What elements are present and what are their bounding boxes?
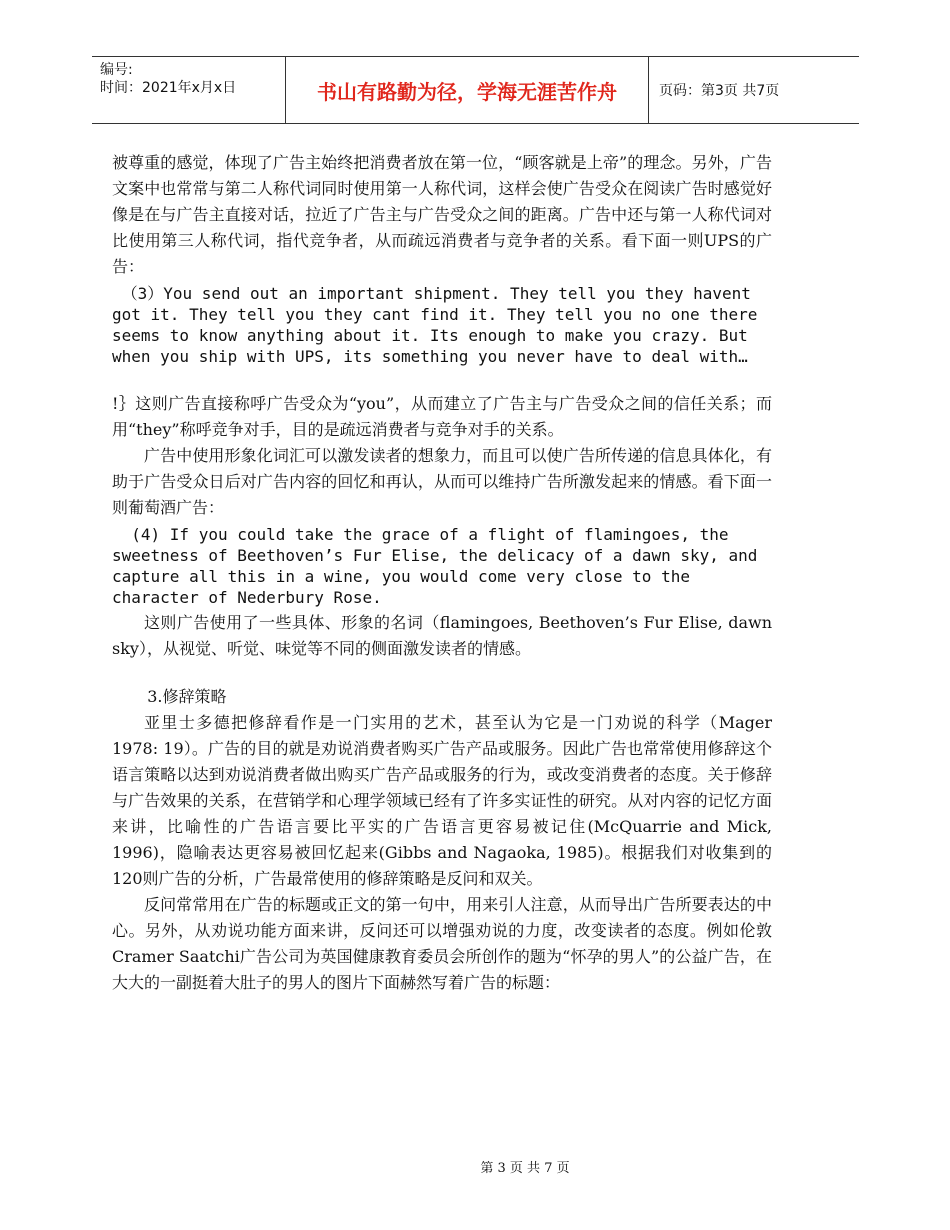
section-heading: 3.修辞策略 xyxy=(147,687,227,706)
spacer xyxy=(112,369,772,391)
page-footer: 第 3 页 共 7 页 xyxy=(480,1161,570,1176)
paragraph-1: 被尊重的感觉，体现了广告主始终把消费者放在第一位，“顾客就是上帝”的理念。另外，广告文案中也常常与第二人称代词同时使用第一人称代词，这样会使广告受众在阅读广告时感觉好像是在与广告主直接对话，拉近了广告主与广告受众之间的距离。广告中还与第一人称代词对比使用第三人称代词，指代竞争者，从而疏远消费者与竞争者的关系。看下面一则UPS的广告： xyxy=(112,153,772,276)
page-header xyxy=(92,56,859,124)
paragraph-4: 这则广告使用了一些具体、形象的名词（flamingoes, Beethoven’s Fur Elise, dawn sky），从视觉、听觉、味觉等不同的侧面激发读者的情感。 xyxy=(112,613,772,658)
example-3: （3）You send out an important shipment. They tell you they havent got it. They tell you they cant find it. They tell you no one there seems to know anything about it. Its enough to make you crazy. But when you ship with UPS, its something you never have to deal with… xyxy=(112,284,768,366)
paragraph-3: 广告中使用形象化词汇可以激发读者的想象力，而且可以使广告所传递的信息具体化，有助于广告受众日后对广告内容的回忆和再认，从而可以维持广告所激发起来的情感。看下面一则葡萄酒广告： xyxy=(112,446,772,517)
header-page-info: 页码：第3页 共7页 xyxy=(659,83,780,99)
paragraph-2: !｝这则广告直接称呼广告受众为“you”，从而建立了广告主与广告受众之间的信任关系；而用“they”称呼竞争对手，目的是疏远消费者与竞争对手的关系。 xyxy=(112,394,772,439)
paragraph-5: 亚里士多德把修辞看作是一门实用的艺术，甚至认为它是一门劝说的科学（Mager 1978: 19）。广告的目的就是劝说消费者购买广告产品或服务。因此广告也常常使用修辞这个语言策略以达到劝说消费者做出购买广告产品或服务的行为，或改变消费者的态度。关于修辞与广告效果的关系，在营销学和心理学领域已经有了许多实证性的研究。从对内容的记忆方面来讲，比喻性的广告语言要比平实的广告语言更容易被记住(McQuarrie and Mick, 1996)，隐喻表达更容易被回忆起来(Gibbs and Nagaoka, 1985)。根据我们对收集到的120则广告的分析，广告最常使用的修辞策略是反问和双关。 xyxy=(112,713,772,888)
header-motto: 书山有路勤为径，学海无涯苦作舟 xyxy=(286,57,649,123)
code-label: 编号: xyxy=(100,62,133,78)
document-body xyxy=(112,150,772,996)
example-4: (4) If you could take the grace of a flight of flamingoes, the sweetness of Beethoven’s Fur Elise, the delicacy of a dawn sky, and capture all this in a wine, you would come very close to the character of Nederbury Rose. xyxy=(112,525,768,607)
time-label: 时间：2021年x月x日 xyxy=(100,80,237,96)
paragraph-6: 反问常常用在广告的标题或正文的第一句中，用来引人注意，从而导出广告所要表达的中心。另外，从劝说功能方面来讲，反问还可以增强劝说的力度，改变读者的态度。例如伦敦Cramer Saatchi广告公司为英国健康教育委员会所创作的题为“怀孕的男人”的公益广告，在大大的一副挺着大肚子的男人的图片下面赫然写着广告的标题： xyxy=(112,895,772,992)
header-meta xyxy=(92,57,286,123)
spacer xyxy=(112,662,772,684)
